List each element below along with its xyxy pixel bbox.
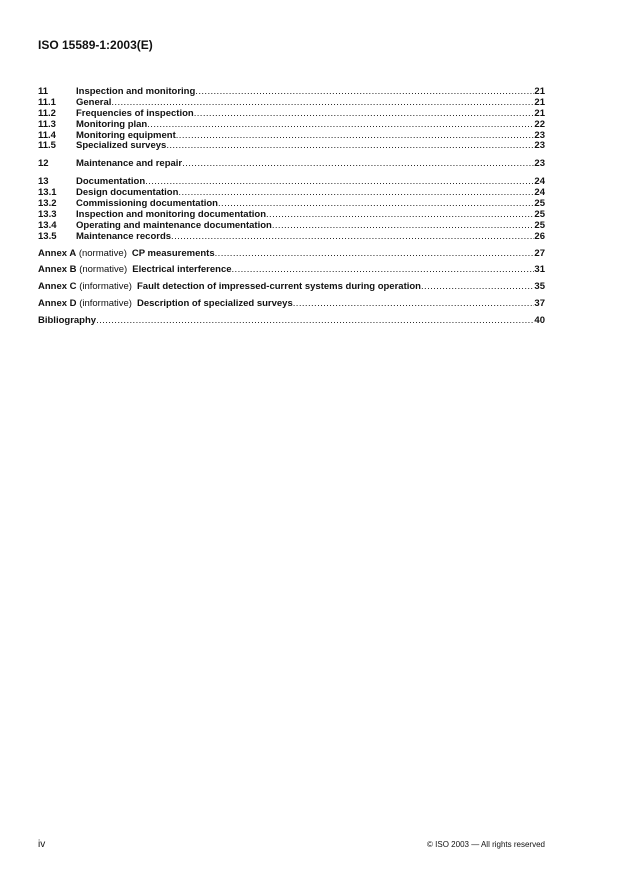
toc-page: 22: [534, 118, 545, 130]
toc-entry-13-5[interactable]: [38, 232, 545, 243]
toc-number: 13.1: [38, 187, 57, 199]
toc-page: 26: [534, 230, 545, 242]
toc-page: 23: [534, 129, 545, 141]
toc-entry-11[interactable]: [38, 87, 545, 98]
leader-dots: [176, 131, 535, 142]
annex-prefix: Annex B: [38, 264, 77, 276]
toc-page: 35: [534, 281, 545, 293]
toc-title: Commissioning documentation: [76, 198, 218, 210]
leader-dots: [96, 316, 534, 327]
leader-dots: [272, 221, 535, 232]
toc-entry-11-5[interactable]: [38, 141, 545, 152]
toc-number: 13.3: [38, 208, 57, 220]
toc-page: 25: [534, 219, 545, 231]
document-id: ISO 15589-1:2003(E): [38, 38, 153, 52]
toc-page: 23: [534, 158, 545, 170]
annex-qualifier: (normative): [79, 264, 128, 276]
leader-dots: [147, 120, 534, 131]
annex-title: Description of specialized surveys: [136, 298, 293, 310]
copyright-notice: © ISO 2003 — All rights reserved: [427, 840, 545, 849]
toc-title: Inspection and monitoring: [76, 86, 196, 97]
toc-title: Monitoring plan: [76, 118, 148, 130]
toc-number: 11: [38, 86, 49, 97]
toc-title: Documentation: [76, 176, 146, 188]
toc-page: 24: [534, 176, 545, 188]
toc-number: 11.3: [38, 118, 56, 130]
toc-page: 24: [534, 187, 545, 199]
toc-page: 37: [534, 298, 545, 310]
toc-annex-a[interactable]: [38, 249, 545, 260]
leader-dots: [166, 141, 534, 152]
toc-annex-b[interactable]: [38, 265, 545, 276]
toc-page: 25: [534, 208, 545, 220]
toc-title: Specialized surveys: [76, 140, 167, 152]
toc-annex-c[interactable]: [38, 282, 545, 293]
toc-number: 11.1: [38, 96, 56, 108]
toc-annex-d[interactable]: [38, 299, 545, 310]
annex-prefix: Annex C: [38, 281, 77, 293]
leader-dots: [171, 232, 534, 243]
annex-qualifier: (normative): [78, 247, 127, 259]
table-of-contents: [38, 87, 545, 327]
toc-title: Operating and maintenance documentation: [76, 219, 272, 231]
toc-number: 11.2: [38, 107, 56, 119]
leader-dots: [182, 159, 534, 170]
toc-title: Frequencies of inspection: [76, 107, 194, 119]
toc-number: 12: [38, 158, 49, 170]
leader-dots: [232, 265, 535, 276]
leader-dots: [195, 87, 534, 98]
toc-page: 21: [534, 107, 545, 119]
toc-title: Maintenance and repair: [76, 158, 183, 170]
toc-number: 13.4: [38, 219, 57, 231]
annex-title: Electrical interference: [132, 264, 232, 276]
toc-number: 11.5: [38, 140, 56, 152]
leader-dots: [266, 210, 534, 221]
annex-qualifier: (informative): [79, 298, 132, 310]
annex-title: CP measurements: [131, 247, 215, 259]
toc-page: 21: [534, 86, 545, 97]
toc-title: Inspection and monitoring documentation: [76, 208, 266, 220]
bibliography-title: Bibliography: [38, 315, 97, 327]
toc-title: Maintenance records: [76, 230, 172, 242]
toc-title: General: [76, 96, 112, 108]
annex-prefix: Annex D: [38, 298, 77, 310]
leader-dots: [194, 109, 535, 120]
page-number: iv: [38, 839, 46, 850]
annex-qualifier: (informative): [79, 281, 132, 293]
toc-entry-12[interactable]: [38, 159, 545, 170]
toc-page: 21: [534, 96, 545, 108]
leader-dots: [178, 188, 534, 199]
annex-prefix: Annex A: [38, 247, 77, 259]
leader-dots: [421, 282, 534, 293]
toc-number: 11.4: [38, 129, 56, 141]
toc-number: 13.5: [38, 230, 57, 242]
toc-bibliography[interactable]: [38, 316, 545, 327]
toc-entry-11-3[interactable]: [38, 120, 545, 131]
toc-number: 13: [38, 176, 49, 188]
toc-number: 13.2: [38, 198, 57, 210]
toc-page: 25: [534, 198, 545, 210]
annex-title: Fault detection of impressed-current systems during operation: [136, 281, 421, 293]
toc-page: 23: [534, 140, 545, 152]
leader-dots: [145, 177, 534, 188]
toc-title: Monitoring equipment: [76, 129, 176, 141]
toc-title: Design documentation: [76, 187, 179, 199]
toc-page: 27: [534, 247, 545, 259]
toc-page: 40: [534, 315, 545, 327]
toc-page: 31: [534, 264, 545, 276]
leader-dots: [293, 299, 535, 310]
leader-dots: [215, 249, 535, 260]
